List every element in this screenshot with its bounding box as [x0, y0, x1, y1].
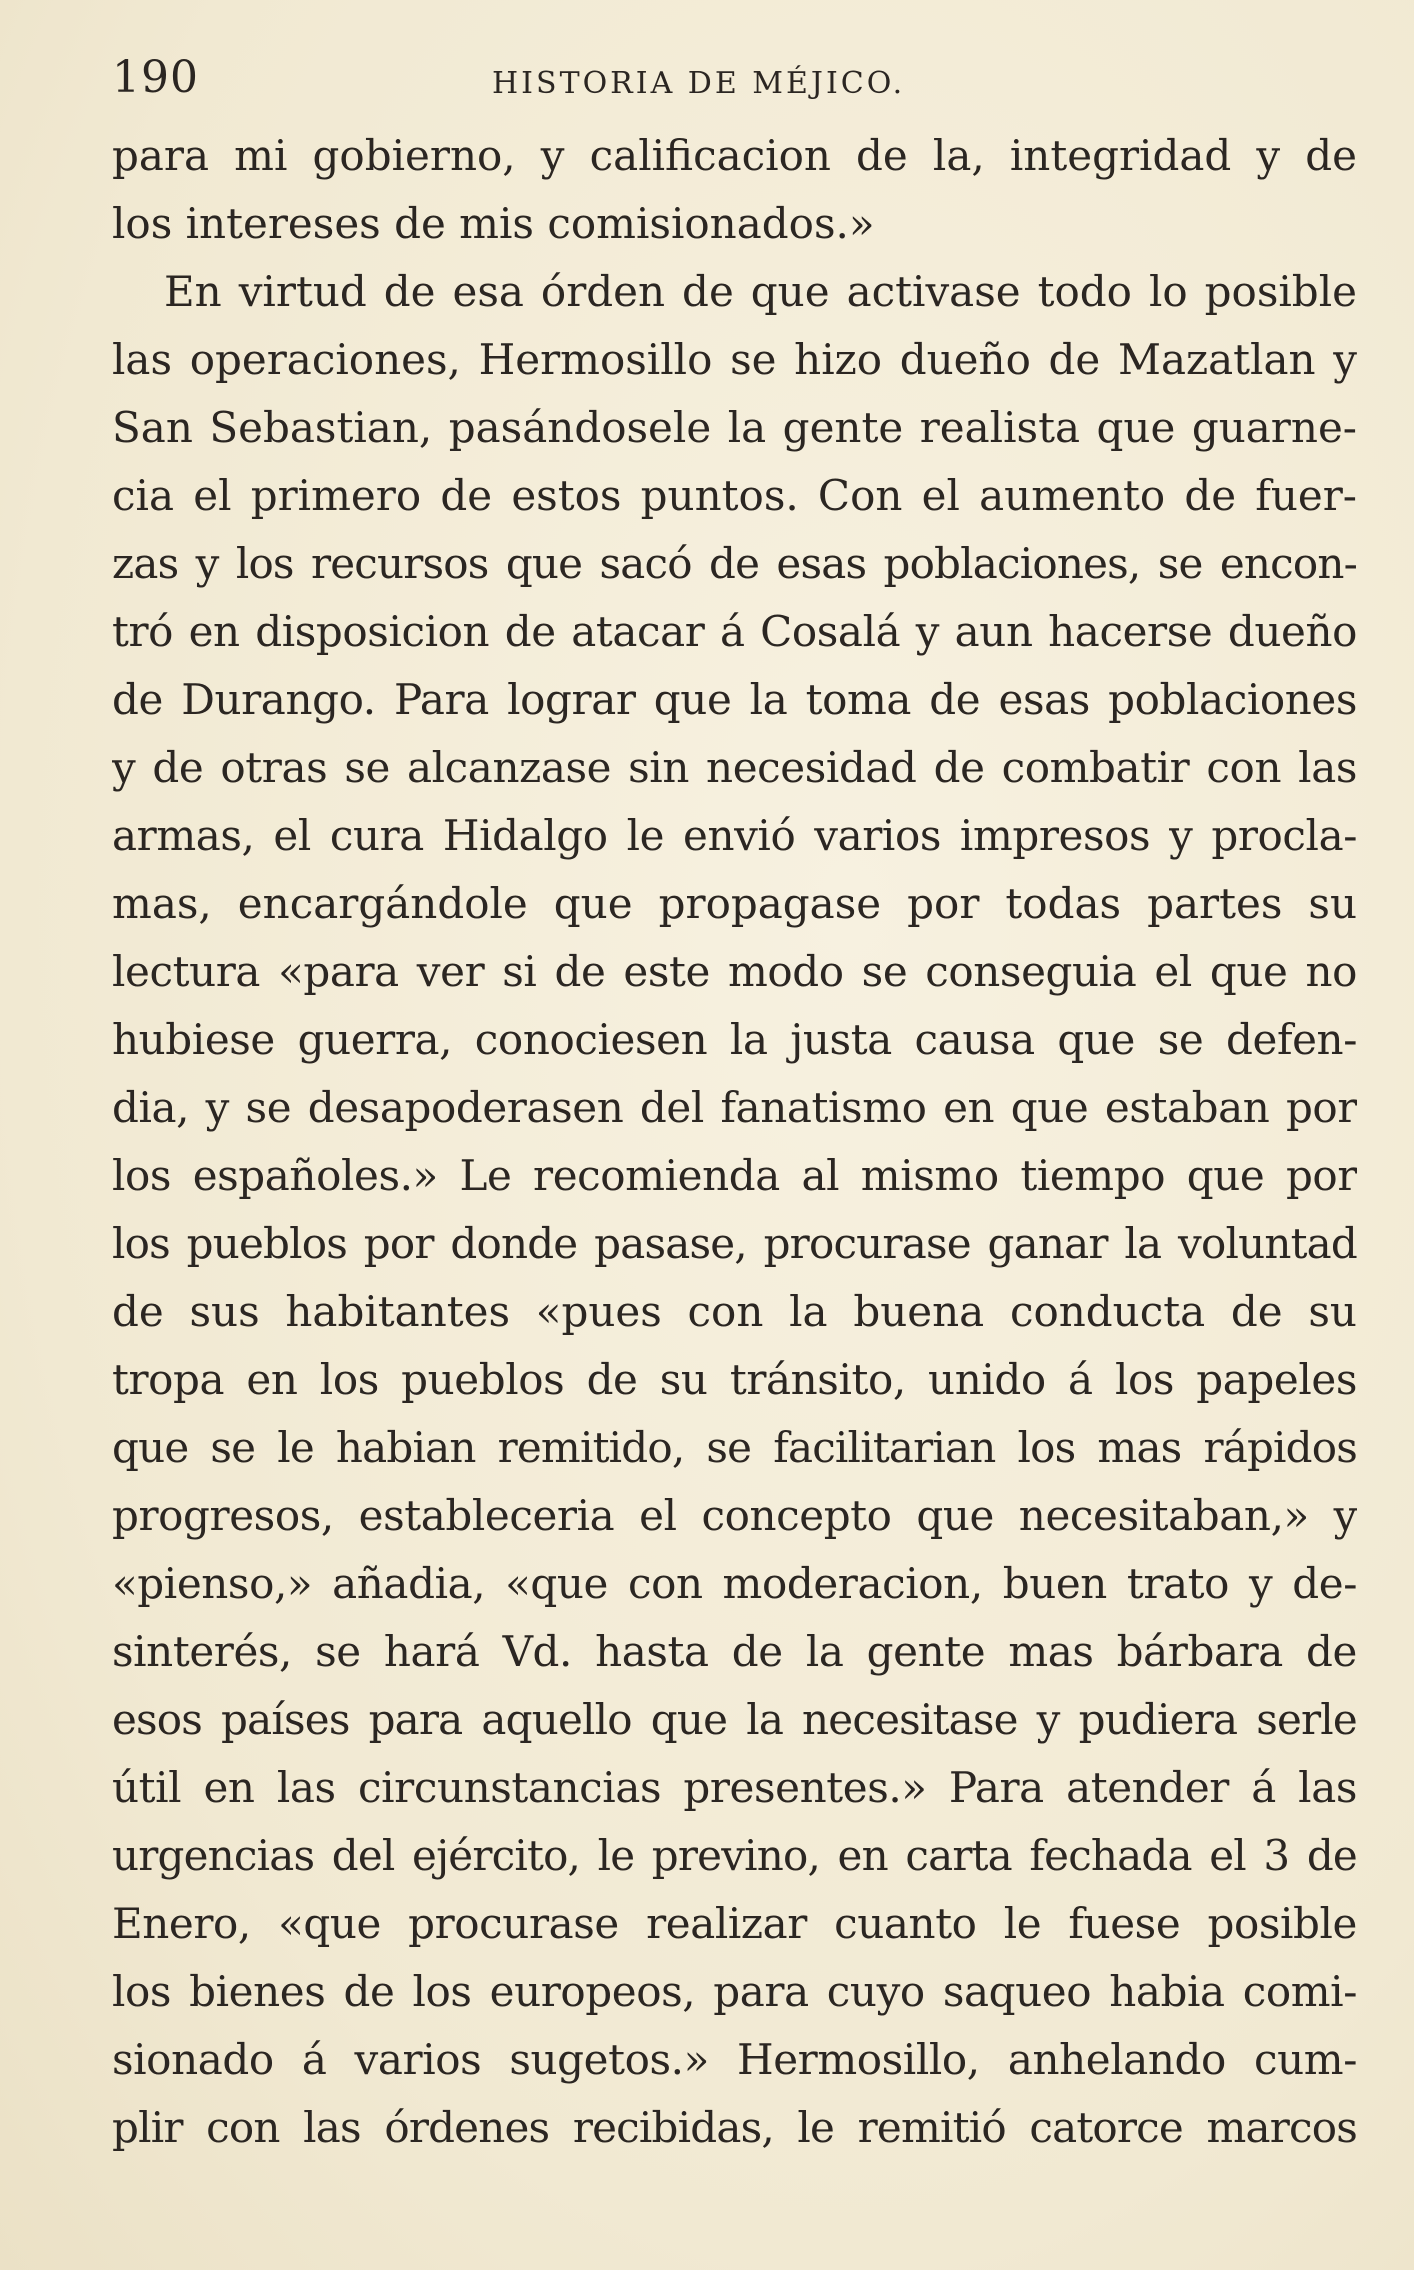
text-line: que se le habian remitido, se facilitarian los mas rápidos	[112, 1423, 1357, 1472]
page-number: 190	[112, 52, 199, 103]
text-line: sionado á varios sugetos.» Hermosillo, anhelando cum-	[112, 2035, 1357, 2084]
running-title: HISTORIA DE MÉJICO.	[492, 66, 906, 101]
text-line: armas, el cura Hidalgo le envió varios impresos y procla-	[112, 811, 1357, 860]
text-line: lectura «para ver si de este modo se conseguia el que no	[112, 947, 1357, 996]
text-line: progresos, estableceria el concepto que necesitaban,» y	[112, 1491, 1357, 1540]
text-line: San Sebastian, pasándosele la gente realista que guarne-	[112, 403, 1357, 452]
text-line: tró en disposicion de atacar á Cosalá y aun hacerse dueño	[112, 607, 1357, 656]
text-line: tropa en los pueblos de su tránsito, unido á los papeles	[112, 1355, 1357, 1404]
text-line: y de otras se alcanzase sin necesidad de combatir con las	[112, 743, 1357, 792]
text-line: «pienso,» añadia, «que con moderacion, buen trato y de-	[112, 1559, 1357, 1608]
text-line: los intereses de mis comisionados.»	[112, 199, 875, 248]
text-line: de Durango. Para lograr que la toma de esas poblaciones	[112, 675, 1357, 724]
text-line: En virtud de esa órden de que activase todo lo posible	[164, 267, 1357, 316]
text-line: sinterés, se hará Vd. hasta de la gente mas bárbara de	[112, 1627, 1357, 1676]
text-line: urgencias del ejército, le previno, en carta fechada el 3 de	[112, 1831, 1357, 1880]
body-text	[112, 122, 1357, 2162]
text-line: cia el primero de estos puntos. Con el aumento de fuer-	[112, 471, 1357, 520]
text-line: las operaciones, Hermosillo se hizo dueño de Mazatlan y	[112, 335, 1357, 384]
text-line: hubiese guerra, conociesen la justa causa que se defen-	[112, 1015, 1357, 1064]
text-line: esos países para aquello que la necesitase y pudiera serle	[112, 1695, 1357, 1744]
text-line: para mi gobierno, y calificacion de la, integridad y de	[112, 131, 1357, 180]
text-line: plir con las órdenes recibidas, le remitió catorce marcos	[112, 2103, 1357, 2152]
text-line: zas y los recursos que sacó de esas poblaciones, se encon-	[112, 539, 1357, 588]
text-line: dia, y se desapoderasen del fanatismo en que estaban por	[112, 1083, 1357, 1132]
text-line: Enero, «que procurase realizar cuanto le fuese posible	[112, 1899, 1357, 1948]
text-line: los pueblos por donde pasase, procurase ganar la voluntad	[112, 1219, 1357, 1268]
text-line: de sus habitantes «pues con la buena conducta de su	[112, 1287, 1357, 1336]
text-line: útil en las circunstancias presentes.» Para atender á las	[112, 1763, 1357, 1812]
page-header	[112, 52, 1352, 112]
text-line: mas, encargándole que propagase por todas partes su	[112, 879, 1357, 928]
text-line: los bienes de los europeos, para cuyo saqueo habia comi-	[112, 1967, 1357, 2016]
text-line: los españoles.» Le recomienda al mismo tiempo que por	[112, 1151, 1357, 1200]
